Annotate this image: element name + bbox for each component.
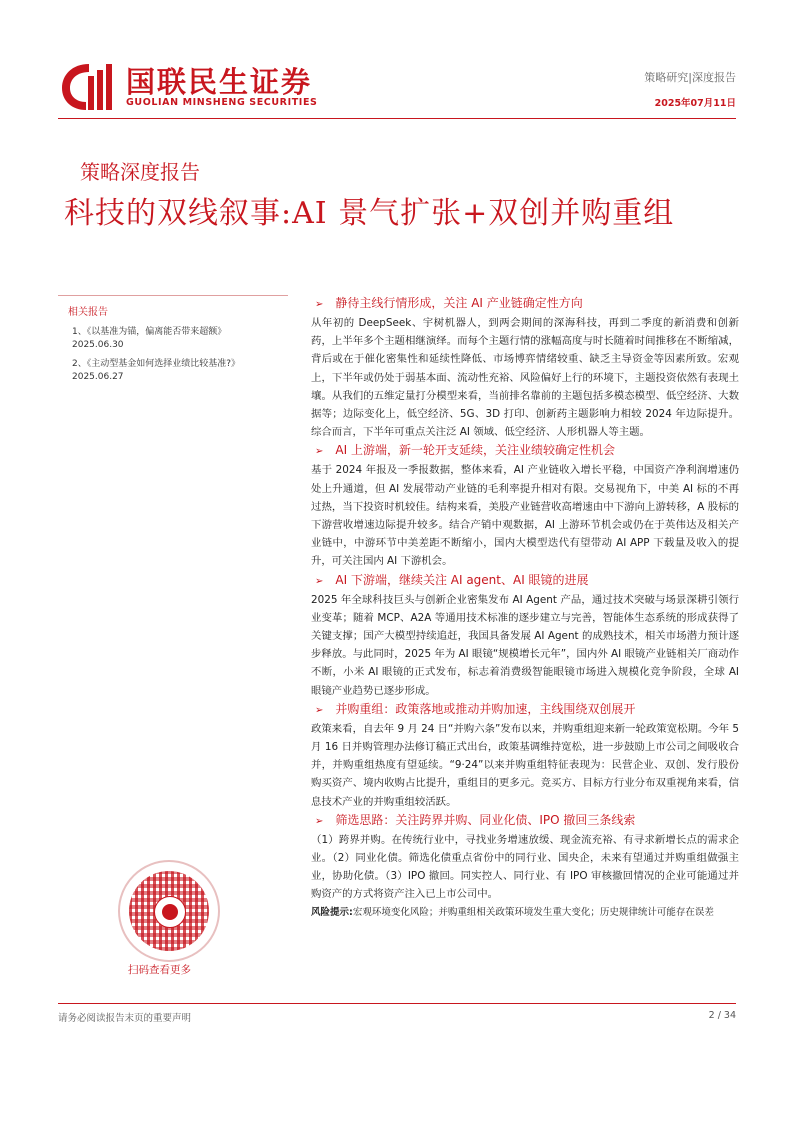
footer-divider [58,1003,736,1004]
section-heading [311,811,739,831]
section-body: 政策来看，自去年 9 月 24 日“并购六条”发布以来，并购重组迎来新一轮政策宽松期。今年 5 月 16 日并购管理办法修订稿正式出台，政策基调维持宽松，进一步鼓励上市公司之间吸收合并，并购重组热度有望延续。“9·24”以来并购重组特征表现为：民营企业、双创、发行股份购买资产、境内收购占比提升，重组目的更多元。竞买方、目标方行业分布双重视角来看，信息技术产业的并购重组较活跃。 [311,722,739,808]
report-date: 2025年07月11日 [654,98,736,109]
qr-caption: 扫码查看更多 [128,964,191,976]
risk-text: 宏观环境变化风险；并购重组相关政策环境发生重大变化；历史规律统计可能存在误差 [352,906,714,918]
page-title: 科技的双线叙事:AI 景气扩张+双创并购重组 [64,196,675,231]
footer-disclaimer: 请务必阅读报告末页的重要声明 [58,1013,192,1024]
page-number: 2 / 34 [708,1010,736,1021]
section-body: 基于 2024 年报及一季报数据，整体来看，AI 产业链收入增长平稳，中国资产净利润增速仍处上升通道，但 AI 发展带动产业链的毛利率提升相对有限。交易视角下，中美 AI 标的不再过热，当下投资时机较佳。结构来看，美股产业链营收高增速由中下游向上游转移，A 股标的下游营收增速边际提升较多。结合产销中观数据，AI 上游环节机会或仍在于英伟达及相关产业链中，中游环节中美差距不断缩小，国内大模型迭代有望带动 AI APP 下载量及收入的提升，可关注国内 AI 下游机会。 [311,464,739,568]
report-summary [311,294,739,922]
arrow-bullet-icon: ➢ [315,299,324,310]
section-body: 从年初的 DeepSeek、宇树机器人，到两会期间的深海科技，再到二季度的新消费和创新药，上半年多个主题相继演绎。而每个主题行情的涨幅高度与时长随着时间推移在不断缩减，背后或在于催化密集性和延续性降低、市场博弈情绪较重、缺乏主导资金等因素所致。宏观上，下半年或仍处于弱基本面、流动性充裕、风险偏好上行的环境下，主题投资依然有表现土壤。从我们的五维定量打分模型来看，当前排名靠前的主题包括多模态模型、低空经济、大数据等；边际变化上，低空经济、5G、3D 打印、创新药主题影响力相较 2024 年边际提升。综合而言，下半年可重点关注泛 AI 领域、低空经济、人形机器人等主题。 [311,317,739,439]
risk-label: 风险提示: [311,906,353,918]
related-report-date: 2025.06.30 [72,340,124,350]
section-heading-text: 并购重组：政策落地或推动并购加速，主线围绕双创展开 [335,701,636,716]
section-heading [311,700,739,720]
section-heading [311,294,739,314]
related-report-title[interactable]: 1、《以基准为锚，偏离能否带来超额》 [72,327,227,337]
arrow-bullet-icon: ➢ [315,575,324,587]
risk-warning [311,904,739,922]
section-body: 2025 年全球科技巨头与创新企业密集发布 AI Agent 产品，通过技术突破与场景深耕引领行业变革；随着 MCP、A2A 等通用技术标准的逐步建立与完善，智能体生态系统的形成获得了关键支撑；国产大模型持续追赶，我国具备发展 AI Agent 的成熟技术，相关市场潜力预计逐步释放。与此同时，2025 年为 AI 眼镜“规模增长元年”，国内外 AI 眼镜产业链相关厂商动作不断，小米 AI 眼镜的正式发布，标志着消费级智能眼镜市场进入规模化竞争阶段，全球 AI 眼镜产业趋势已逐步形成。 [311,593,739,697]
section-heading [311,571,739,591]
brand-name-cn: 国联民生证券 [126,65,313,99]
report-category: 策略研究|深度报告 [644,71,736,84]
header-divider [58,118,736,119]
section-heading-text: AI 上游端，新一轮开支延续，关注业绩较确定性机会 [335,443,615,458]
section-heading [311,441,739,461]
related-report-title[interactable]: 2、《主动型基金如何选择业绩比较基准?》 [72,359,241,369]
section-heading-text: 筛选思路：关注跨界并购、同业化债、IPO 撤回三条线索 [335,812,636,827]
arrow-bullet-icon: ➢ [315,704,324,716]
arrow-bullet-icon: ➢ [315,815,324,827]
related-reports-title: 相关报告 [68,307,108,318]
report-type: 策略深度报告 [80,160,200,184]
qr-code-icon[interactable] [118,860,220,962]
sidebar-divider [58,295,288,296]
qr-code-center-logo [154,896,186,928]
arrow-bullet-icon: ➢ [315,446,324,458]
brand-name-en: GUOLIAN MINSHENG SECURITIES [126,97,318,108]
section-heading-text: 静待主线行情形成，关注 AI 产业链确定性方向 [335,296,583,310]
section-heading-text: AI 下游端，继续关注 AI agent、AI 眼镜的进展 [335,572,589,587]
section-body: （1）跨界并购。在传统行业中，寻找业务增速放缓、现金流充裕、有寻求新增长点的需求企业。（2）同业化债。筛选化债重点省份中的同行业、国央企，未来有望通过并购重组做强主业，协助化债。（3）IPO 撤回。同实控人、同行业、有 IPO 审核撤回情况的企业可能通过并购资产的方式将资产注入已上市公司中。 [311,833,739,901]
related-report-date: 2025.06.27 [72,372,124,382]
brand-logo-icon [58,62,120,112]
